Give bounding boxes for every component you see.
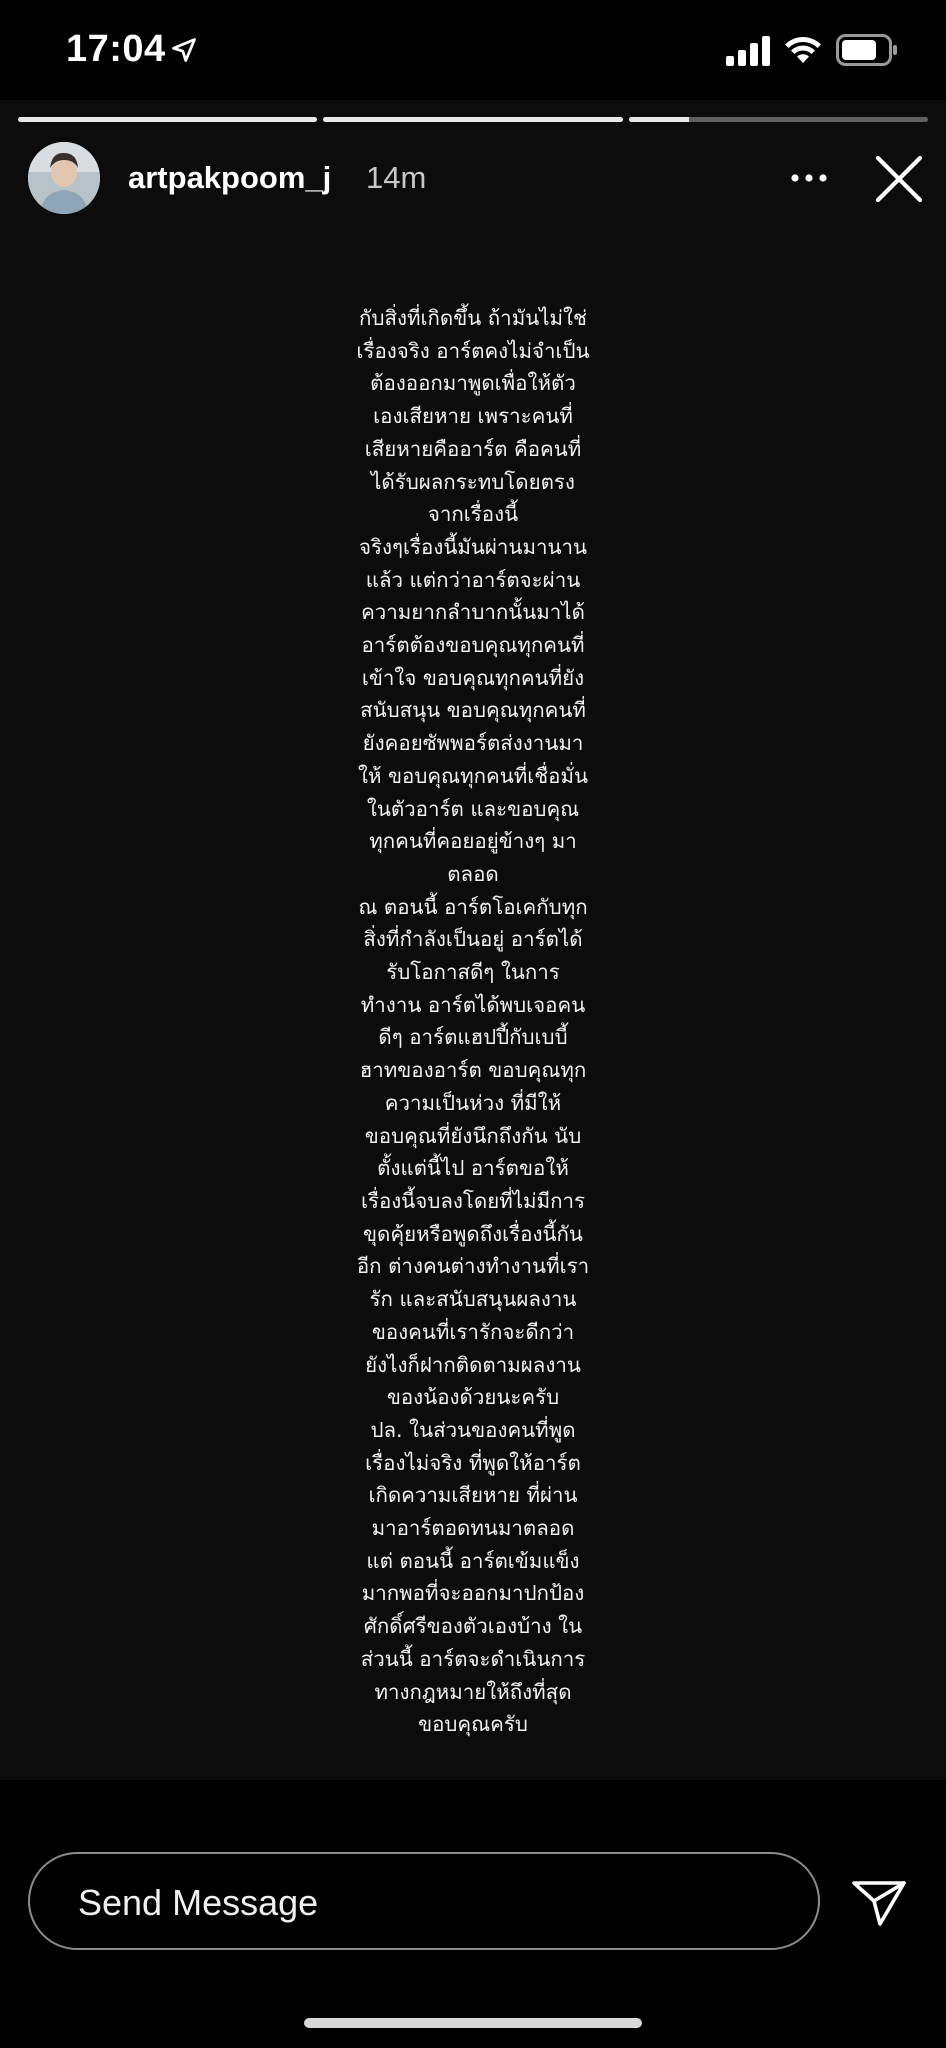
story-text-line: ของน้องด้วยนะครับ [386,1385,560,1410]
story-username[interactable]: artpakpoom_j [128,160,332,195]
story-text-line: เองเสียหาย เพราะคนที่ [373,404,573,429]
story-text-line: ความยากลำบากนั้นมาได้ [361,600,585,625]
story-text-line: ให้ ขอบคุณทุกคนที่เชื่อมั่น [357,763,589,788]
story-text-line: ทำงาน อาร์ตได้พบเจอคน [360,992,586,1017]
story-text-line: ในตัวอาร์ต และขอบคุณ [366,796,580,821]
story-text-line: เรื่องไม่จริง ที่พูดให้อาร์ต [365,1450,581,1475]
story-text-line: จริงๆเรื่องนี้มันผ่านมานาน [358,534,588,559]
story-text-line: ตั้งแต่นี้ไป อาร์ตขอให้ [377,1156,569,1181]
story-text-line: แต่ ตอนนี้ อาร์ตเข้มแข็ง [366,1548,580,1573]
status-time: 17:04 [66,28,166,70]
story-text-line: ยังคอยซัพพอร์ตส่งงานมา [362,731,584,756]
story-text-line: เกิดความเสียหาย ที่ผ่าน [368,1483,578,1508]
story-text-line: รับโอกาสดีๆ ในการ [386,960,560,985]
wifi-icon [782,32,824,66]
story-text-line: ดีๆ อาร์ตแฮปปี้กับเบบี้ [378,1025,568,1050]
send-icon[interactable] [850,1878,908,1928]
story-text-line: เข้าใจ ขอบคุณทุกคนที่ยัง [361,665,585,690]
story-text-line: เสียหายคืออาร์ต คือคนที่ [364,436,582,461]
story-text-line: กับสิ่งที่เกิดขึ้น ถ้ามันไม่ใช่ [359,306,587,330]
send-message-input[interactable] [28,1852,820,1950]
story-text-line: สิ่งที่กำลังเป็นอยู่ อาร์ตได้ [363,927,583,952]
story-text-line: ส่วนนี้ อาร์ตจะดำเนินการ [360,1646,586,1671]
story-text-line: ยังไงก็ฝากติดตามผลงาน [365,1352,581,1377]
location-arrow-icon [170,36,198,64]
story-text-line: รัก และสนับสนุนผลงาน [369,1287,577,1312]
avatar[interactable] [28,142,100,214]
story-text-line: มาอาร์ตอดทนมาตลอด [371,1516,575,1541]
story-text-line: ทุกคนที่คอยอยู่ข้างๆ มา [369,829,577,854]
story-progress-segment [323,117,622,122]
story-progress-segment [629,117,928,122]
story-text-line: ณ ตอนนี้ อาร์ตโอเคกับทุก [358,894,588,919]
battery-icon [836,34,898,66]
story-text-line: มากพอที่จะออกมาปกป้อง [361,1581,585,1606]
story-timestamp: 14m [366,160,427,195]
story-text-line: ศักดิ์ศรีของตัวเองบ้าง ใน [363,1614,583,1639]
story-text-line: ตลอด [447,861,499,886]
status-bar [0,0,946,100]
story-text-line: จากเรื่องนี้ [427,502,519,527]
more-options-icon[interactable] [784,156,834,200]
story-text-line: ขอบคุณที่ยังนึกถึงกัน นับ [364,1123,582,1148]
story-text-line: ขุดคุ้ยหรือพูดถึงเรื่องนี้กัน [363,1221,583,1246]
profile-photo-icon [28,142,100,214]
story-text-line: เรื่องนี้จบลงโดยที่ไม่มีการ [360,1188,586,1213]
story-text-line: ขอบคุณครับ [418,1712,528,1737]
story-text-line: ฮาทของอาร์ต ขอบคุณทุก [359,1058,587,1083]
story-text-line: ทางกฎหมายให้ถึงที่สุด [374,1679,572,1704]
story-text-line: ของคนที่เรารักจะดีกว่า [371,1319,575,1344]
story-progress-bars [18,117,928,122]
story-progress-segment [18,117,317,122]
story-text-line: ต้องออกมาพูดเพื่อให้ตัว [370,371,576,396]
story-text-block [290,302,656,1741]
story-text-line: ปล. ในส่วนของคนที่พูด [370,1417,576,1442]
story-text-line: ความเป็นห่วง ที่มีให้ [384,1090,562,1115]
cellular-signal-icon [726,36,772,66]
story-text-line: เรื่องจริง อาร์ตคงไม่จำเป็น [356,338,590,363]
story-text-line: อีก ต่างคนต่างทำงานที่เรา [356,1254,590,1279]
send-message-placeholder: Send Message [78,1882,319,1923]
story-text-line: สนับสนุน ขอบคุณทุกคนที่ [360,698,586,723]
story-text-line: ได้รับผลกระทบโดยตรง [371,469,575,494]
home-indicator[interactable] [304,2018,642,2028]
story-text-line: อาร์ตต้องขอบคุณทุกคนที่ [361,633,585,658]
story-text-line: แล้ว แต่กว่าอาร์ตจะผ่าน [365,567,581,592]
close-icon[interactable] [874,154,924,204]
